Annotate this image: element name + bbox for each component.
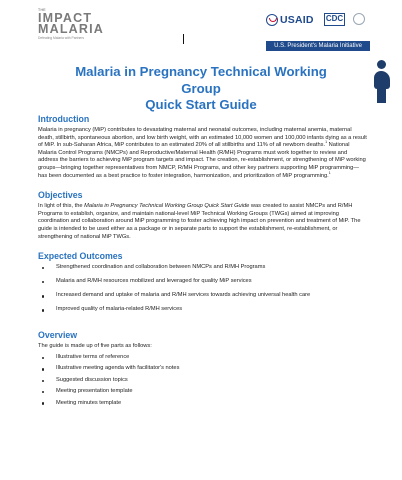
list-item: Improved quality of malaria-related R/MH services bbox=[38, 306, 368, 314]
expected-outcomes-heading: Expected Outcomes bbox=[38, 251, 123, 262]
usaid-logo bbox=[266, 14, 318, 26]
pmi-banner: U.S. President's Malaria Initiative bbox=[266, 41, 370, 51]
overview-list bbox=[38, 354, 368, 407]
cdc-logo: CDC bbox=[324, 13, 345, 26]
logo-the: THE bbox=[38, 8, 46, 12]
usaid-wordmark: USAID bbox=[280, 14, 314, 26]
logo-tagline: Defeating Malaria with Partners bbox=[38, 36, 84, 40]
list-item: Increased demand and uptake of malaria and R/MH services towards achieving universal health care bbox=[38, 292, 368, 300]
expected-outcomes-list bbox=[38, 264, 368, 314]
list-item: Illustrative meeting agenda with facilitator's notes bbox=[38, 365, 368, 373]
text-cursor bbox=[183, 34, 184, 44]
logo-line-impact: IMPACT bbox=[38, 11, 93, 25]
list-item: Meeting minutes template bbox=[38, 400, 368, 408]
partner-logos bbox=[266, 12, 370, 54]
page-title bbox=[60, 64, 342, 114]
document-body bbox=[38, 114, 368, 411]
introduction-heading: Introduction bbox=[38, 114, 90, 124]
title-line-1: Malaria in Pregnancy Technical Working Group bbox=[75, 64, 327, 96]
list-item: Strengthened coordination and collaboration between NMCPs and R/MH Programs bbox=[38, 264, 368, 272]
who-emblem-icon bbox=[353, 13, 365, 25]
list-item: Suggested discussion topics bbox=[38, 377, 368, 385]
objectives-heading: Objectives bbox=[38, 190, 83, 201]
overview-heading: Overview bbox=[38, 329, 78, 340]
list-item: Illustrative terms of reference bbox=[38, 354, 368, 362]
logo-line-malaria: MALARIA bbox=[38, 22, 105, 36]
overview-intro: The guide is made up of five parts as follows: bbox=[38, 342, 152, 349]
usaid-seal-icon bbox=[266, 14, 278, 26]
impact-malaria-logo bbox=[38, 8, 112, 40]
list-item: Malaria and R/MH resources mobilized and leveraged for quality MiP services bbox=[38, 278, 368, 286]
pregnant-woman-icon bbox=[372, 60, 392, 104]
title-line-2: Quick Start Guide bbox=[145, 97, 257, 112]
objectives-paragraph: In light of this, the Malaria in Pregnancy Technical Working Group Quick Start Guide was created to assist NMCPs and R/MH Programs to establish, organize, and maintain national-level MiP Technical Working Groups (TWGs) aimed at improving coordination and collaboration around MiP programming to foster achieving high impact on prevention and treatment of MiP. The guide is intended to be used either as a package or in separate parts to support the establishment, re-establishment, or strengthening of national MiP TWGs. bbox=[38, 203, 361, 240]
introduction-paragraph: Malaria in pregnancy (MiP) contributes to devastating maternal and neonatal outcomes, including maternal anemia, maternal death, stillbirth, spontaneous abortion, and low birth weight, with an estimated 10,000 women and 100,000 infants dying as a result of MiP. In sub-Saharan Africa, MiP contributes to an estimated 20% of all stillbirths and 11% of all newborn deaths.$^1$ National Malaria Control Programs (NMCPs) and Reproductive/Maternal Health (R/MH) Programs must work together to review and address the barriers to achieving MiP program targets and impact. The creation, re-establishment, or strengthening of MiP working groups—bringing together representatives from NMCP, R/MH Programs, and other key partners supporting MiP programming—has been documented as a best practice to foster integration, harmonization, and prioritization of MiP programming.$^1$ bbox=[38, 127, 367, 179]
list-item: Meeting presentation template bbox=[38, 388, 368, 396]
